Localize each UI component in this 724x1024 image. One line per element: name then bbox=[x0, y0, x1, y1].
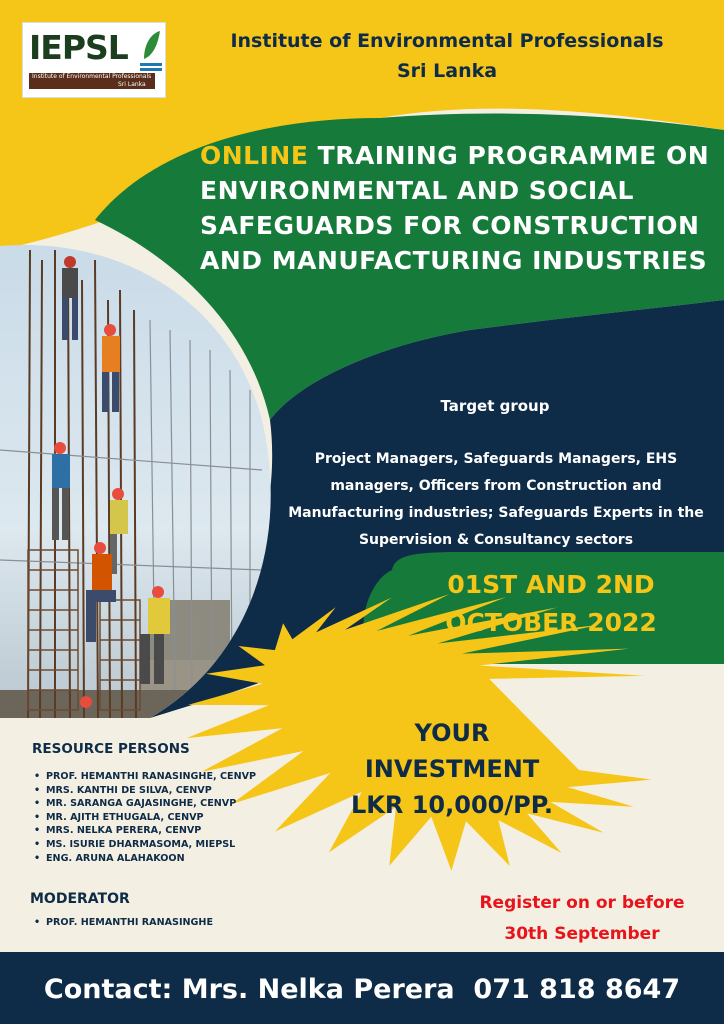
date-line-1: 01ST AND 2ND bbox=[447, 570, 655, 599]
org-line-2: Sri Lanka bbox=[396, 60, 498, 82]
logo-subtitle: Institute of Environmental Professionals bbox=[32, 73, 152, 80]
contact-info: Contact: Mrs. Nelka Perera 071 818 8647 bbox=[43, 974, 681, 1005]
investment-text bbox=[318, 715, 586, 823]
organization-name bbox=[180, 26, 714, 86]
moderator-list bbox=[34, 916, 213, 930]
register-line-1: Register on or before bbox=[479, 893, 685, 913]
resource-person-item: • MS. ISURIE DHARMASOMA, MIEPSL bbox=[34, 838, 256, 852]
resource-person-item: • ENG. ARUNA ALAHAKOON bbox=[34, 852, 256, 866]
register-line-2: 30th September bbox=[504, 924, 660, 944]
date-line-2: OCTOBER 2022 bbox=[445, 608, 657, 637]
investment-price: LKR 10,000/PP. bbox=[351, 791, 553, 819]
title-rest: TRAINING PROGRAMME ON ENVIRONMENTAL AND SOCIAL SAFEGUARDS FOR CONSTRUCTION AND MANUFACTURING INDUSTRIES bbox=[200, 141, 710, 275]
target-group-heading: Target group bbox=[440, 397, 550, 415]
logo-country: Sri Lanka bbox=[118, 81, 146, 88]
resource-person-item: • PROF. HEMANTHI RANASINGHE, CENVP bbox=[34, 770, 256, 784]
investment-line-2: INVESTMENT bbox=[364, 755, 540, 783]
resource-persons-heading: RESOURCE PERSONS bbox=[32, 741, 190, 757]
resource-person-item: • MRS. KANTHI DE SILVA, CENVP bbox=[34, 784, 256, 798]
iepsl-logo bbox=[22, 22, 166, 98]
resource-person-item: • MR. AJITH ETHUGALA, CENVP bbox=[34, 811, 256, 825]
investment-line-1: YOUR bbox=[414, 719, 490, 747]
registration-deadline bbox=[452, 888, 712, 950]
target-group-body: Project Managers, Safeguards Managers, EHS managers, Officers from Construction and Manufacturing industries; Safeguards Experts in the Supervision & Consultancy sectors bbox=[288, 451, 704, 548]
logo-wordmark: IEPSL bbox=[29, 28, 128, 67]
leaf-icon bbox=[140, 29, 164, 73]
title-highlight: ONLINE bbox=[200, 141, 309, 170]
programme-title bbox=[200, 138, 712, 278]
org-line-1: Institute of Environmental Professionals bbox=[230, 30, 664, 52]
resource-persons-list bbox=[34, 770, 256, 865]
moderator-item: • PROF. HEMANTHI RANASINGHE bbox=[34, 916, 213, 930]
programme-date bbox=[384, 566, 718, 642]
moderator-heading: MODERATOR bbox=[30, 891, 130, 907]
resource-person-item: • MRS. NELKA PERERA, CENVP bbox=[34, 824, 256, 838]
resource-person-item: • MR. SARANGA GAJASINGHE, CENVP bbox=[34, 797, 256, 811]
